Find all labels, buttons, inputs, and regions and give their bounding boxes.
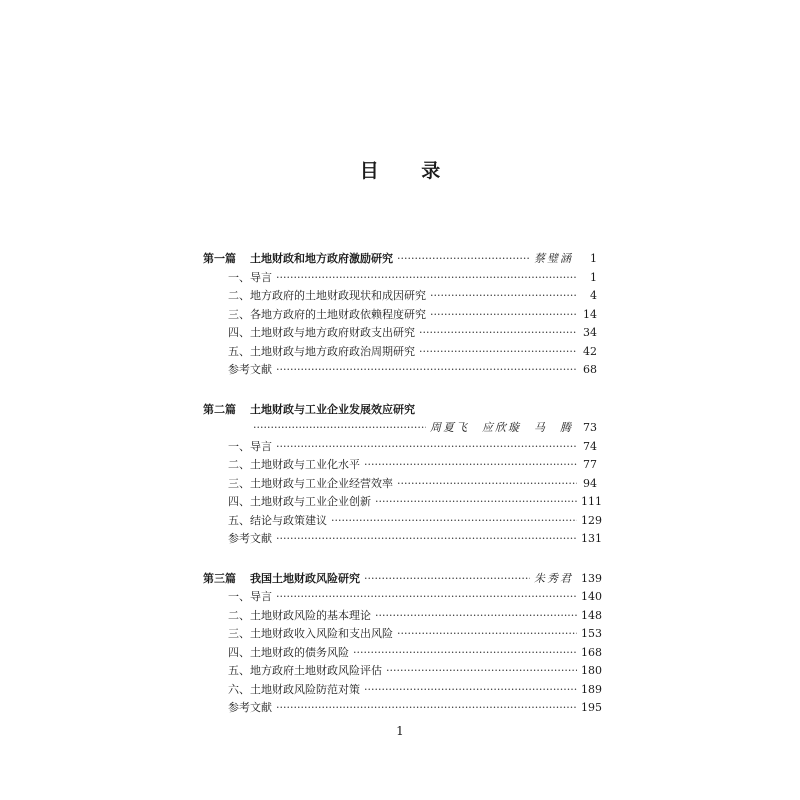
leader-dots — [386, 662, 577, 681]
toc-item[interactable] — [203, 607, 602, 626]
leader-dots — [397, 250, 530, 269]
page-number: 94 — [583, 476, 597, 490]
leader-dots — [276, 588, 577, 607]
page-number: 168 — [581, 645, 602, 659]
leader-dots — [353, 644, 577, 663]
page-number: 73 — [583, 421, 597, 434]
page-number: 189 — [581, 682, 602, 696]
part-author: 周夏飞 应欣璇 马 腾 — [430, 421, 573, 434]
toc-item[interactable] — [203, 512, 602, 531]
toc-item[interactable] — [203, 438, 597, 457]
toc-item[interactable] — [203, 681, 602, 700]
leader-dots — [375, 607, 577, 626]
page-number: 1 — [590, 252, 597, 265]
toc-item-label: 三、土地财政收入风险和支出风险 — [228, 627, 393, 640]
toc-item-label: 三、各地方政府的土地财政依赖程度研究 — [228, 307, 426, 321]
toc-item[interactable] — [203, 588, 602, 607]
toc-item-label: 二、土地财政与工业化水平 — [228, 458, 360, 471]
toc-item-label: 四、土地财政与工业企业创新 — [228, 495, 371, 508]
toc-item-label: 三、土地财政与工业企业经营效率 — [228, 476, 393, 490]
toc-item-label: 一、导言 — [228, 439, 272, 453]
toc-part-3 — [203, 570, 602, 718]
toc-item[interactable] — [203, 324, 597, 343]
page-number: 68 — [583, 363, 597, 376]
leader-dots — [331, 512, 577, 531]
leader-dots — [419, 343, 577, 362]
toc-item[interactable] — [203, 287, 597, 306]
toc-item-label: 四、土地财政与地方政府财政支出研究 — [228, 326, 415, 339]
toc-item[interactable] — [203, 662, 602, 681]
toc-item[interactable] — [203, 493, 602, 512]
toc-item[interactable] — [203, 456, 597, 475]
page-number: 180 — [581, 664, 602, 677]
part-number: 第一篇 — [203, 252, 236, 265]
leader-dots — [276, 361, 577, 380]
page-number: 153 — [581, 627, 602, 640]
toc-item-label: 参考文献 — [228, 363, 272, 376]
leader-dots — [276, 269, 577, 288]
part-author: 朱秀君 — [534, 571, 573, 585]
toc-item-label: 参考文献 — [228, 701, 272, 714]
leader-dots — [430, 287, 577, 306]
part-author: 蔡璧涵 — [534, 252, 573, 265]
toc-part-2 — [203, 401, 602, 549]
toc-item-label: 五、地方政府土地财政风险评估 — [228, 664, 382, 677]
toc-part-heading[interactable] — [203, 570, 602, 589]
toc-item[interactable] — [203, 530, 602, 549]
leader-dots — [364, 456, 577, 475]
toc-part-heading[interactable] — [203, 250, 597, 269]
page-number: 74 — [583, 439, 597, 453]
page-number: 34 — [583, 326, 597, 339]
leader-dots — [364, 681, 577, 700]
toc-item-label: 六、土地财政风险防范对策 — [228, 682, 360, 696]
part-number: 第三篇 — [203, 571, 236, 585]
page-number: 195 — [581, 701, 602, 714]
toc-item-label: 一、导言 — [228, 270, 272, 284]
page-number: 129 — [581, 513, 602, 527]
leader-dots — [397, 625, 577, 644]
leader-dots — [276, 530, 577, 549]
toc-item-label: 参考文献 — [228, 532, 272, 545]
toc-item[interactable] — [203, 699, 602, 718]
leader-dots — [276, 699, 577, 718]
leader-dots — [397, 475, 577, 494]
page-number: 140 — [581, 590, 602, 603]
toc-item[interactable] — [203, 361, 597, 380]
leader-dots — [430, 306, 577, 325]
page-number: 148 — [581, 608, 602, 622]
leader-dots — [364, 570, 530, 589]
leader-dots — [375, 493, 577, 512]
part-title: 土地财政与工业企业发展效应研究 — [250, 402, 415, 416]
leader-dots — [253, 419, 426, 438]
page-title: 目 录 — [359, 160, 459, 182]
toc-item-label: 一、导言 — [228, 590, 272, 603]
page-number: 4 — [590, 289, 597, 302]
toc-item-label: 五、土地财政与地方政府政治周期研究 — [228, 344, 415, 358]
toc-item[interactable] — [203, 475, 597, 494]
toc-item-label: 四、土地财政的债务风险 — [228, 645, 349, 659]
table-of-contents — [203, 250, 602, 739]
toc-item-label: 二、土地财政风险的基本理论 — [228, 608, 371, 622]
toc-item[interactable] — [203, 306, 597, 325]
page-number: 139 — [581, 571, 602, 585]
page-number: 111 — [581, 495, 602, 508]
page-number: 1 — [590, 270, 597, 284]
toc-part-1 — [203, 250, 597, 380]
part-number: 第二篇 — [203, 402, 236, 416]
toc-part-heading-continuation[interactable] — [203, 419, 597, 438]
page-number: 42 — [583, 344, 597, 358]
page-number: 14 — [583, 307, 597, 321]
part-title: 我国土地财政风险研究 — [250, 571, 360, 585]
page-footer-number: 1 — [396, 724, 404, 738]
toc-item[interactable] — [203, 343, 597, 362]
toc-item[interactable] — [203, 625, 602, 644]
leader-dots — [419, 324, 577, 343]
page-number: 131 — [581, 532, 602, 545]
toc-item[interactable] — [203, 269, 597, 288]
toc-item-label: 五、结论与政策建议 — [228, 513, 327, 527]
page-number: 77 — [583, 458, 597, 471]
toc-item-label: 二、地方政府的土地财政现状和成因研究 — [228, 289, 426, 302]
part-title: 土地财政和地方政府激励研究 — [250, 252, 393, 265]
toc-item[interactable] — [203, 644, 602, 663]
leader-dots — [276, 438, 577, 457]
toc-part-heading[interactable] — [203, 401, 597, 420]
